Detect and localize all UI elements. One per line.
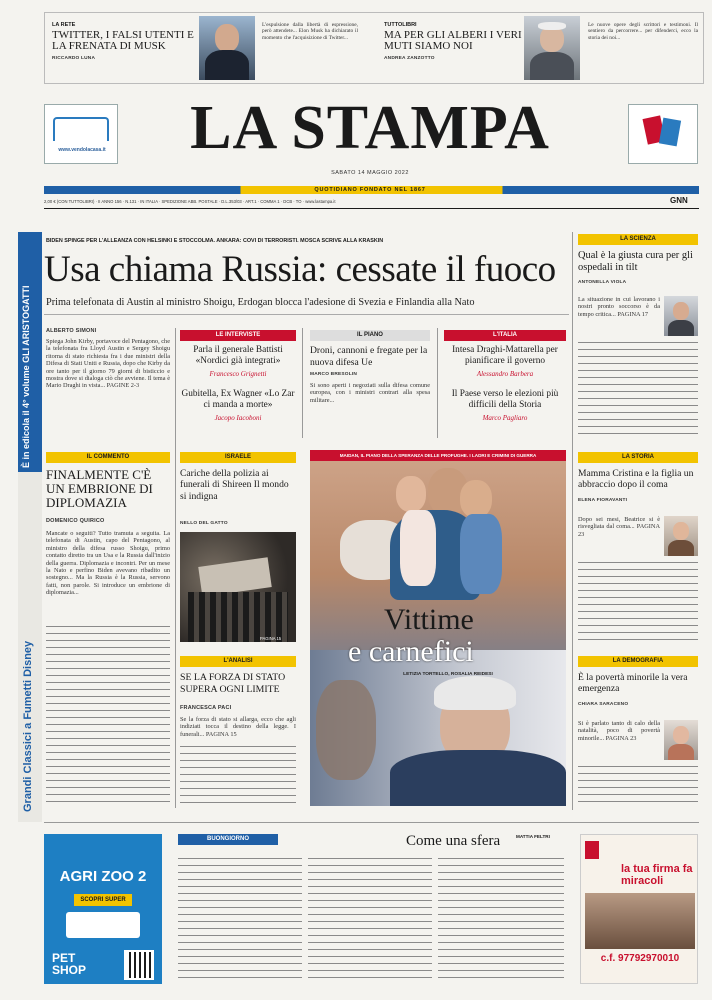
ad-agrizoo-card — [66, 912, 140, 938]
top-teaser-right[interactable] — [378, 12, 704, 84]
analisi-tag: L'ANALISI — [180, 656, 296, 667]
ad-agrizoo-title: AGRI ZOO 2 — [59, 868, 147, 885]
teaser-blurb: Le nuove opere degli scrittori e testimoni. Il sentiero da percorrere... per difenderci, ecco la storia dei noi... — [588, 22, 698, 41]
lead-headline: Usa chiama Russia: cessate il fuoco — [44, 249, 556, 290]
teaser-photo-writer — [524, 16, 580, 80]
italia-tag: L'ITALIA — [444, 330, 566, 341]
storia-body-lines — [578, 560, 698, 644]
teaser-photo-musk — [199, 16, 255, 80]
israele-caption: PAGINA 15 — [260, 636, 282, 641]
commento-headline: FINALMENTE C'È UN EMBRIONE DI DIPLOMAZIA — [46, 467, 153, 510]
sfera-title: Come una sfera — [406, 833, 501, 849]
banner-sub: È in edicola il 4° volume GLI ARISTOGATTI — [21, 285, 31, 468]
israele-headline[interactable]: Cariche della polizia ai funerali di Shireen Il mondo si indigna — [180, 468, 289, 502]
analisi-body-lines — [180, 744, 296, 806]
scienza-headline[interactable]: Qual è la giusta cura per gli ospedali in tilt — [578, 250, 693, 273]
demografia-tag: LA DEMOGRAFIA — [578, 656, 698, 667]
scienza-tag: LA SCIENZA — [578, 234, 698, 245]
col-divider — [572, 232, 573, 810]
top-teaser-left[interactable] — [44, 12, 364, 84]
storia-headline[interactable]: Mamma Cristina e la figlia un abbraccio dopo il coma — [578, 468, 694, 491]
ad-agrizoo[interactable] — [44, 834, 162, 984]
storia-body: Dopo sei mesi, Beatrice si è risvegliata dal coma... PAGINA 23 — [578, 516, 660, 538]
interviste-headline-1[interactable]: Parla il generale Battisti «Nordici già integrati» — [193, 345, 283, 366]
teaser-author: ANDREA ZANZOTTO — [384, 56, 435, 61]
commento-body-lines — [46, 624, 170, 806]
photo-headline-2: e carnefici — [348, 635, 474, 668]
piano-tag: IL PIANO — [310, 330, 430, 341]
commento-author: DOMENICO QUIRICO — [46, 518, 105, 524]
vertical-banner[interactable] — [18, 232, 42, 822]
ad-agrizoo-foot: PET SHOP — [52, 951, 87, 977]
israele-tag: ISRAELE — [180, 452, 296, 463]
demografia-author: CHIARA SARACENO — [578, 702, 629, 707]
masthead-founded: QUOTIDIANO FONDATO NEL 1867 — [314, 187, 426, 193]
demografia-body: Si è parlato tanto di calo della natalità, poco di povertà minorile... PAGINA 23 — [578, 720, 660, 742]
ad-charity[interactable] — [580, 834, 698, 984]
photo-overline: MAIDAN, IL PIANO DELLA SPERANZA DELLE PROFUGHE. I LADRI E CRIMINI DI GUERRA — [310, 450, 566, 461]
top-strip — [44, 12, 704, 84]
ad-charity-headline: la tua firma fa miracoli — [621, 863, 693, 887]
italia-headline-1[interactable]: Intesa Draghi-Mattarella per pianificare il governo — [452, 345, 558, 366]
storia-tag: LA STORIA — [578, 452, 698, 463]
masthead-left-ad[interactable] — [44, 104, 118, 164]
teaser-headline: MA PER GLI ALBERI I VERI MUTI SIAMO NOI — [384, 29, 522, 52]
masthead-edition-line: 2,00 € (CON TUTTOLIBRI) · II ANNO 156 · N.131 · IN ITALIA · SPEDIZIONE ABB. POSTALE · D.L.353/03 · ART.1 · COMMA 1 · DCB · TO · www.lastampa.it — [44, 199, 336, 204]
demografia-avatar — [664, 720, 698, 760]
interviste-headline-2[interactable]: Gubitella, Ex Wagner «Lo Zar ci manda a morte» — [181, 389, 295, 410]
buongiorno-text-col-1 — [178, 856, 302, 982]
lead-rule — [44, 314, 569, 315]
interviste-author-2: Jacopo Iacoboni — [214, 414, 262, 422]
col-divider — [437, 328, 438, 438]
ad-charity-code: c.f. 97792970010 — [600, 953, 680, 964]
lead-overline: BIDEN SPINGE PER L'ALLEANZA CON HELSINKI E STOCCOLMA. ANKARA: COVI DI TERRORISTI. MOSCA SCRIVE ALLA KRASKIN — [46, 238, 384, 244]
piano-body: Si sono aperti i negoziati sulla difesa comune europea, con i ministri contrari alla spesa militare... — [310, 382, 430, 404]
commento-tag: IL COMMENTO — [46, 452, 170, 463]
photo-headline-1: Vittime — [384, 603, 474, 636]
charity-photo — [585, 893, 695, 949]
masthead-rule — [44, 208, 699, 209]
lead-body: Spiega John Kirby, portavoce del Pentagono, che la telefonata fra Lloyd Austin e Sergey Shoigu ritorna di stato richiesta fra i due ministri della Difesa di Stati Uniti e Russia, dopo che Kirby da ore tanto per il giorno 79 giorni di bisticcio e mostra dove si dialoga ciò che avviene. Il tema è Mario Draghi in vista... PAGINE 2-3 — [46, 338, 170, 390]
commento-body: Mancate o seguiti? Tutto tramuta a seguita. La telefonata di Austin, capo del Pentagono, al ministro della difesa russo Shoigu, primo contatto diretto tra un Usa e la Russia dall'inizio della guerra. Diplomazia e incontri. Per un mese la Nato e perfino Biden avevano ribadito un sostegno... Ma la Russia è la Russia, servono fatti, non parole. Si introduce un embrione di diplomazia... — [46, 530, 170, 597]
qr-code-icon — [124, 950, 154, 980]
storia-avatar — [664, 516, 698, 556]
banner-title: Grandi Classici a Fumetti Disney — [22, 640, 34, 812]
storia-author: ELENA FIORAVANTI — [578, 498, 628, 503]
photo-byline: LETIZIA TORTELLO, ROSALIA REIDESI — [403, 672, 493, 677]
israele-photo — [180, 532, 296, 642]
gnn-logo: GNN — [670, 196, 688, 205]
teaser-author: RICCARDO LUNA — [52, 56, 96, 61]
piano-headline[interactable]: Droni, cannoni e fregate per la nuova difesa Ue — [310, 345, 428, 368]
teaser-blurb: L'espulsione dalla libertà di espressione, però attendete... Elon Musk ha dichiarato il momento che l'acquisizione di Twitter... — [262, 22, 358, 41]
interviste-author-1: Francesco Grignetti — [209, 370, 267, 378]
italia-author-1: Alessandro Barbera — [476, 370, 534, 378]
buongiorno-tag: BUONGIORNO — [178, 834, 278, 845]
piano-author: MARCO BRESOLIN — [310, 372, 358, 377]
col-divider — [302, 328, 303, 438]
analisi-headline[interactable]: SE LA FORZA DI STATO SUPERA OGNI LIMITE — [180, 672, 286, 695]
scienza-body-lines — [578, 340, 698, 436]
col-divider — [175, 328, 176, 808]
sfera-author: MATTIA FELTRI — [516, 834, 550, 839]
italia-author-2: Marco Pagliaro — [482, 414, 528, 422]
charity-logo — [585, 841, 599, 859]
demografia-headline[interactable]: È la povertà minorile la vera emergenza — [578, 672, 688, 695]
masthead-date: SABATO 14 MAGGIO 2022 — [331, 170, 409, 176]
teaser-kicker: LA RETE — [52, 22, 76, 28]
teaser-headline: TWITTER, I FALSI UTENTI E LA FRENATA DI MUSK — [52, 29, 194, 52]
analisi-author: FRANCESCA PACI — [180, 705, 232, 711]
buongiorno-text-col-3 — [438, 856, 564, 982]
israele-author: NELLO DEL GATTO — [180, 521, 228, 526]
bottom-rule — [44, 822, 699, 823]
italia-headline-2[interactable]: Il Paese verso le elezioni più difficili della Storia — [451, 389, 559, 410]
masthead-title: LA STAMPA — [190, 94, 550, 162]
masthead-right-ad[interactable] — [628, 104, 698, 164]
lead-subhead: Prima telefonata di Austin al ministro Shoigu, Erdogan blocca l'adesione di Svezia e Finlandia alla Nato — [46, 297, 475, 308]
lead-author: ALBERTO SIMONI — [46, 328, 97, 334]
scienza-avatar — [664, 296, 698, 336]
interviste-tag: LE INTERVISTE — [180, 330, 296, 341]
buongiorno-text-col-2 — [308, 856, 432, 982]
demografia-body-lines — [578, 764, 698, 806]
teaser-kicker: TUTTOLIBRI — [384, 22, 417, 28]
analisi-body: Se la forza di stato si allarga, ecco che agli indiziati tocca il destino della legge. I funerali... PAGINA 15 — [180, 716, 296, 738]
scienza-author: ANTONELLA VIOLA — [578, 280, 627, 285]
scienza-body: La situazione in cui lavorano i nostri pronto soccorso è da tempo critica... PAGINA 17 — [578, 296, 660, 318]
ad-agrizoo-sub: SCOPRI SUPER — [74, 894, 132, 906]
ad-url: www.vendolacasa.it — [58, 147, 106, 153]
